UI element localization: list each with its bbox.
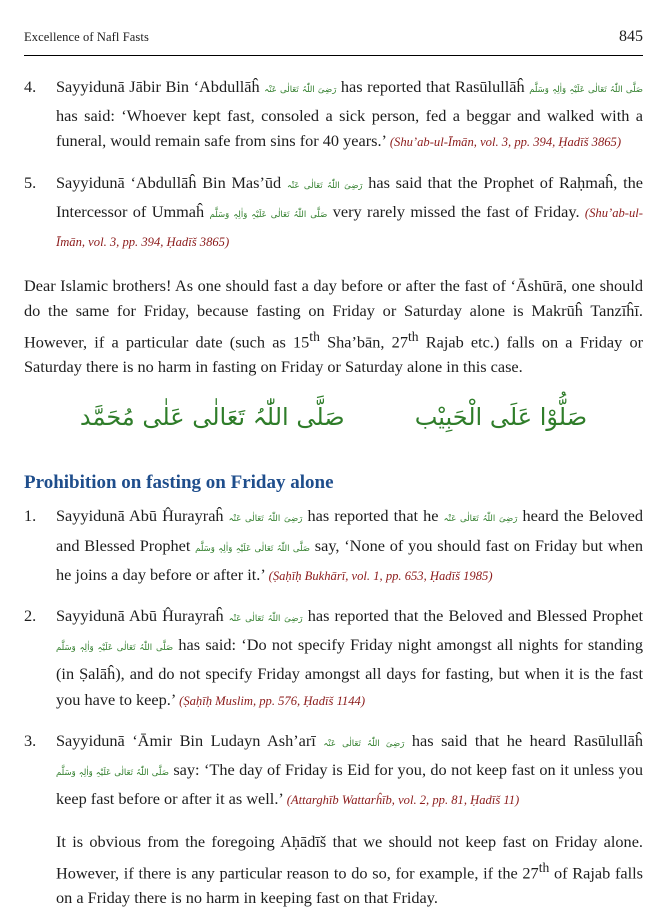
list-item — [24, 728, 643, 814]
radi-salutation: رَضِیَ اللّٰہُ تَعَالٰی عَنْہ — [286, 180, 363, 191]
rasul-salutation: صَلَّى اللّٰہُ تَعَالٰی عَلَیْہِ وَاٰلِہٖ وَسَلَّم — [56, 768, 169, 779]
item-number: 2. — [24, 606, 37, 626]
hadith-reference: (Ṣaḥīḥ Muslim, pp. 576, Ḥadīš 1144) — [179, 693, 366, 708]
item-text: Sayyidunā ‘Abdullāĥ Bin Mas’ūd رَضِیَ اللّٰہُ تَعَالٰی عَنْہ has said that the Prophet of Raḥmaĥ, the Intercessor of Ummaĥ صَلَّى اللّٰہُ تَعَالٰی عَلَیْہِ وَاٰلِہٖ وَسَلَّم very rarely missed the fast of Friday. (Shu’ab-ul-Īmān, vol. 3, pp. 394, Ḥadīš 3865) — [56, 172, 643, 250]
calligraphy-right: صَلَّی اللّٰہُ تَعَالٰی عَلٰی مُحَمَّد — [79, 403, 345, 432]
calligraphy-left: صَلُّوْا عَلَی الْحَبِیْب — [414, 403, 588, 432]
hadith-reference: (Ṣaḥīḥ Bukhārī, vol. 1, pp. 653, Ḥadīš 1985) — [268, 568, 493, 583]
radi-salutation: رَضِیَ اللّٰہُ تَعَالٰی عَنْہ — [228, 614, 303, 625]
page-number: 845 — [619, 28, 643, 45]
item-text: Sayyidunā Abū Ĥurayraĥ رَضِیَ اللّٰہُ تَعَالٰی عَنْہ has reported that he رَضِیَ اللّٰہُ تَعَالٰی عَنْہ heard the Beloved and Blessed Prophet صَلَّى اللّٰہُ تَعَالٰی عَلَیْہِ وَاٰلِہٖ وَسَلَّم say, ‘None of you should fast on Friday but when he joins a day before or after it.’ (Ṣaḥīḥ Bukhārī, vol. 1, pp. 653, Ḥadīš 1985) — [56, 506, 643, 584]
hadith-reference: (Shu’ab-ul-Īmān, vol. 3, pp. 394, Ḥadīš 3865) — [56, 205, 643, 250]
item-number: 5. — [24, 172, 37, 192]
list-item — [24, 603, 643, 714]
radi-salutation: رَضِیَ اللّٰہُ تَعَالٰی عَنْہ — [443, 514, 518, 525]
radi-salutation: رَضِیَ اللّٰہُ تَعَالٰی عَنْہ — [323, 738, 405, 749]
item-text: Sayyidunā Jābir Bin ‘Abdullāĥ رَضِیَ اللّٰہُ تَعَالٰی عَنْہ has reported that Rasūlullāĥ صَلَّى اللّٰہُ تَعَالٰی عَلَیْہِ وَاٰلِہٖ وَسَلَّم has said: ‘Whoever kept fast, consoled a sick person, fed a beggar and walked with a funeral, would remain safe from sins for 40 years.’ (Shu’ab-ul-Īmān, vol. 3, pp. 394, Ḥadīš 3865) — [56, 77, 643, 151]
page-header — [24, 0, 643, 50]
item-number: 3. — [24, 730, 37, 750]
radi-salutation: رَضِیَ اللّٰہُ تَعَالٰی عَنْہ — [228, 514, 303, 525]
radi-salutation: رَضِیَ اللّٰہُ تَعَالٰی عَنْہ — [264, 85, 337, 95]
item-text: Sayyidunā Abū Ĥurayraĥ رَضِیَ اللّٰہُ تَعَالٰی عَنْہ has reported that the Beloved and Blessed Prophet صَلَّى اللّٰہُ تَعَالٰی عَلَیْہِ وَاٰلِہٖ وَسَلَّم has said: ‘Do not specify Friday night amongst all nights for standing (in Ṣalāĥ), and do not specify Friday amongst all days for fasting, but when it is the fast you have to keep.’ (Ṣaḥīḥ Muslim, pp. 576, Ḥadīš 1144) — [56, 606, 643, 709]
section-heading: Prohibition on fasting on Friday alone — [24, 472, 334, 494]
paragraph: It is obvious from the foregoing Aḥādīš that we should not keep fast on Friday alone. However, if there is any particular reason to do so, for example, if the 27th of Rajab falls on a Friday there is no harm in keeping fast on that Friday. — [56, 832, 643, 908]
rasul-salutation: صَلَّى اللّٰہُ تَعَالٰی عَلَیْہِ وَاٰلِہٖ وَسَلَّم — [529, 85, 643, 95]
rasul-salutation: صَلَّى اللّٰہُ تَعَالٰی عَلَیْہِ وَاٰلِہٖ وَسَلَّم — [209, 209, 328, 220]
list-item — [24, 503, 643, 589]
rasul-salutation: صَلَّى اللّٰہُ تَعَالٰی عَلَیْہِ وَاٰلِہٖ وَسَلَّم — [56, 643, 174, 654]
hadith-reference: (Attarghīb Wattarĥīb, vol. 2, pp. 81, Ḥadīš 11) — [286, 793, 520, 808]
paragraph: Dear Islamic brothers! As one should fast a day before or after the fast of ‘Āshūrā, one should do the same for Friday, because fasting on Friday or Saturday alone is Makrūĥ Tanzīĥī. However, if a particular date (such as 15th Sha’bān, 27th Rajab etc.) falls on a Friday or Saturday there is no harm in fasting on Friday or Saturday alone in this case. — [24, 276, 644, 377]
list-item — [24, 170, 643, 256]
list-item — [24, 74, 643, 156]
item-number: 1. — [24, 506, 37, 526]
item-number: 4. — [24, 77, 37, 96]
header-rule — [24, 55, 643, 56]
rasul-salutation: صَلَّى اللّٰہُ تَعَالٰی عَلَیْہِ وَاٰلِہٖ وَسَلَّم — [195, 543, 310, 554]
durood-calligraphy — [24, 405, 643, 445]
item-text: Sayyidunā ‘Āmir Bin Ludayn Ash’arī رَضِیَ اللّٰہُ تَعَالٰی عَنْہ has said that he heard Rasūlullāĥ صَلَّى اللّٰہُ تَعَالٰی عَلَیْہِ وَاٰلِہٖ وَسَلَّم say: ‘The day of Friday is Eid for you, do not keep fast on it unless you keep fast before or after it as well.’ (Attarghīb Wattarĥīb, vol. 2, pp. 81, Ḥadīš 11) — [56, 730, 643, 809]
hadith-reference: (Shu’ab-ul-Īmān, vol. 3, pp. 394, Ḥadīš 3865) — [389, 135, 622, 150]
running-title: Excellence of Nafl Fasts — [24, 30, 149, 44]
